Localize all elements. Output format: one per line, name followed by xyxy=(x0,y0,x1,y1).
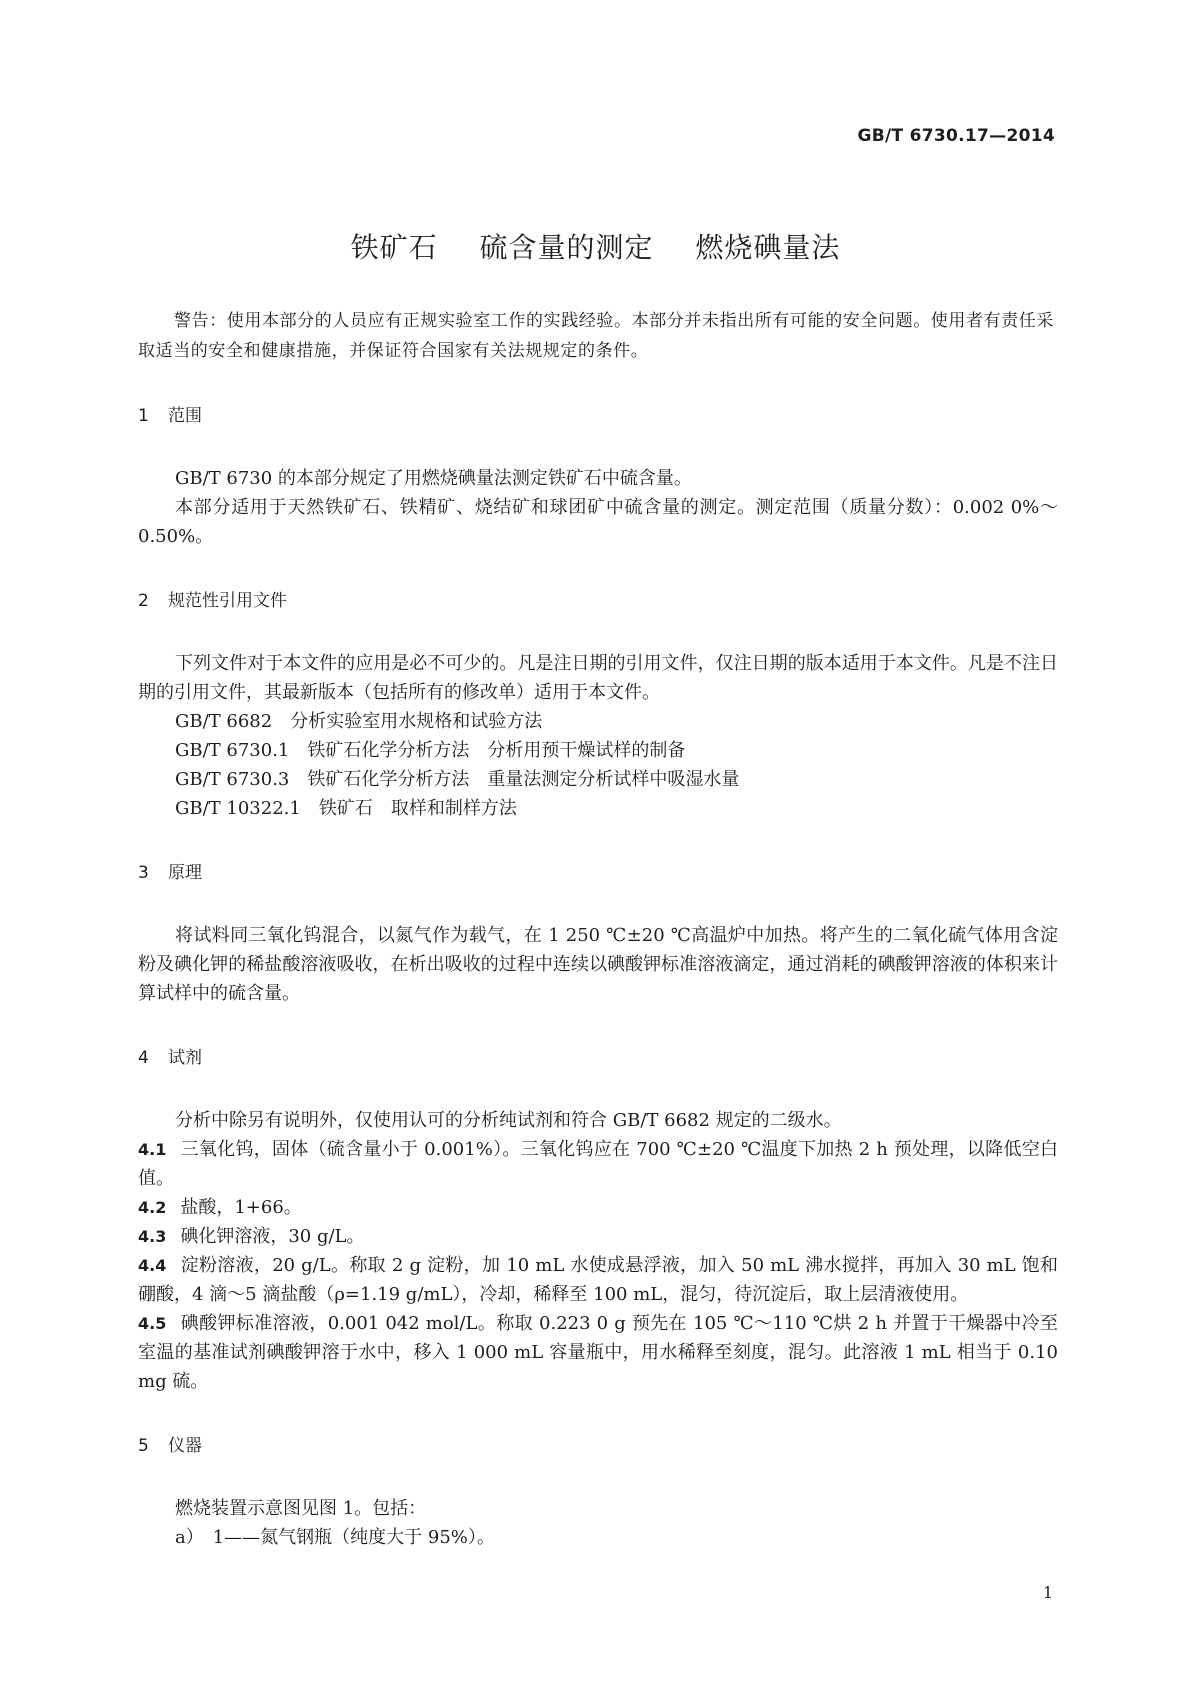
title-part-3: 燃烧碘量法 xyxy=(695,231,841,264)
reagent-item xyxy=(138,1222,1058,1251)
standard-code: GB/T 6730.17—2014 xyxy=(857,126,1055,146)
section-title: 原理 xyxy=(168,863,202,883)
section-title: 规范性引用文件 xyxy=(168,591,287,611)
paragraph: 将试料同三氧化钨混合，以氮气作为载气，在 1 250 ℃±20 ℃高温炉中加热。将产生的二氧化硫气体用含淀粉及碘化钾的稀盐酸溶液吸收，在析出吸收的过程中连续以碘酸钾标准溶液滴定，通过消耗的碘酸钾溶液的体积来计算试样中的硫含量。 xyxy=(138,925,1058,1004)
item-text: 碘酸钾标准溶液，0.001 042 mol/L。称取 0.223 0 g 预先在 105 ℃～110 ℃烘 2 h 并置于干燥器中冷至室温的基准试剂碘酸钾溶于水中，移入 1 000 mL 容量瓶中，用水稀释至刻度，混匀。此溶液 1 mL 相当于 0.10 mg 硫。 xyxy=(138,1313,1058,1392)
section-title: 范围 xyxy=(168,406,202,426)
reagent-item xyxy=(138,1135,1058,1193)
paragraph: 分析中除另有说明外，仅使用认可的分析纯试剂和符合 GB/T 6682 规定的二级水。 xyxy=(175,1110,842,1131)
section-heading xyxy=(138,402,1058,431)
item-number: 4.3 xyxy=(138,1227,167,1246)
section-number: 2 xyxy=(138,591,149,611)
item-text: 碘化钾溶液，30 g/L。 xyxy=(180,1226,365,1247)
item-text: 淀粉溶液，20 g/L。称取 2 g 淀粉，加 10 mL 水使成悬浮液，加入 50 mL 沸水搅拌，再加入 30 mL 饱和硼酸，4 滴～5 滴盐酸（ρ=1.19 g/mL），冷却，稀释至 100 mL，混匀，待沉淀后，取上层清液使用。 xyxy=(138,1255,1058,1305)
section-title: 试剂 xyxy=(168,1048,202,1068)
page-number: 1 xyxy=(1042,1583,1053,1602)
reagent-item xyxy=(138,1193,1058,1222)
section-heading xyxy=(138,1432,1058,1461)
list-item: a） 1——氮气钢瓶（纯度大于 95%）。 xyxy=(175,1527,495,1548)
item-text: 盐酸，1+66。 xyxy=(180,1197,302,1218)
section-heading xyxy=(138,1044,1058,1073)
section-number: 4 xyxy=(138,1048,149,1068)
paragraph: GB/T 6730 的本部分规定了用燃烧碘量法测定铁矿石中硫含量。 xyxy=(175,468,692,489)
item-number: 4.5 xyxy=(138,1314,167,1333)
section-title: 仪器 xyxy=(168,1436,202,1456)
item-text: 三氧化钨，固体（硫含量小于 0.001%）。三氧化钨应在 700 ℃±20 ℃温度下加热 2 h 预处理，以降低空白值。 xyxy=(138,1139,1058,1189)
section-heading xyxy=(138,859,1058,888)
section-number: 3 xyxy=(138,863,149,883)
item-number: 4.2 xyxy=(138,1198,167,1217)
document-body xyxy=(138,306,1058,1552)
section-number: 1 xyxy=(138,406,149,426)
safety-warning: 警告：使用本部分的人员应有正规实验室工作的实践经验。本部分并未指出所有可能的安全问题。使用者有责任采取适当的安全和健康措施，并保证符合国家有关法规规定的条件。 xyxy=(138,311,1054,361)
reference-item: GB/T 6682 分析实验室用水规格和试验方法 xyxy=(175,711,543,732)
title-part-2: 硫含量的测定 xyxy=(479,231,654,264)
reference-item: GB/T 10322.1 铁矿石 取样和制样方法 xyxy=(175,798,517,819)
reference-item: GB/T 6730.3 铁矿石化学分析方法 重量法测定分析试样中吸湿水量 xyxy=(175,769,740,790)
reagent-item xyxy=(138,1251,1058,1309)
section-number: 5 xyxy=(138,1436,149,1456)
reference-item: GB/T 6730.1 铁矿石化学分析方法 分析用预干燥试样的制备 xyxy=(175,740,686,761)
reagent-item xyxy=(138,1309,1058,1396)
paragraph: 本部分适用于天然铁矿石、铁精矿、烧结矿和球团矿中硫含量的测定。测定范围（质量分数）：0.002 0%～0.50%。 xyxy=(138,497,1058,547)
title-part-1: 铁矿石 xyxy=(350,231,438,264)
document-title xyxy=(0,226,1191,266)
item-number: 4.1 xyxy=(138,1140,167,1159)
paragraph: 燃烧装置示意图见图 1。包括： xyxy=(175,1498,427,1519)
paragraph: 下列文件对于本文件的应用是必不可少的。凡是注日期的引用文件，仅注日期的版本适用于本文件。凡是不注日期的引用文件，其最新版本（包括所有的修改单）适用于本文件。 xyxy=(138,653,1058,703)
section-heading xyxy=(138,587,1058,616)
item-number: 4.4 xyxy=(138,1256,167,1275)
